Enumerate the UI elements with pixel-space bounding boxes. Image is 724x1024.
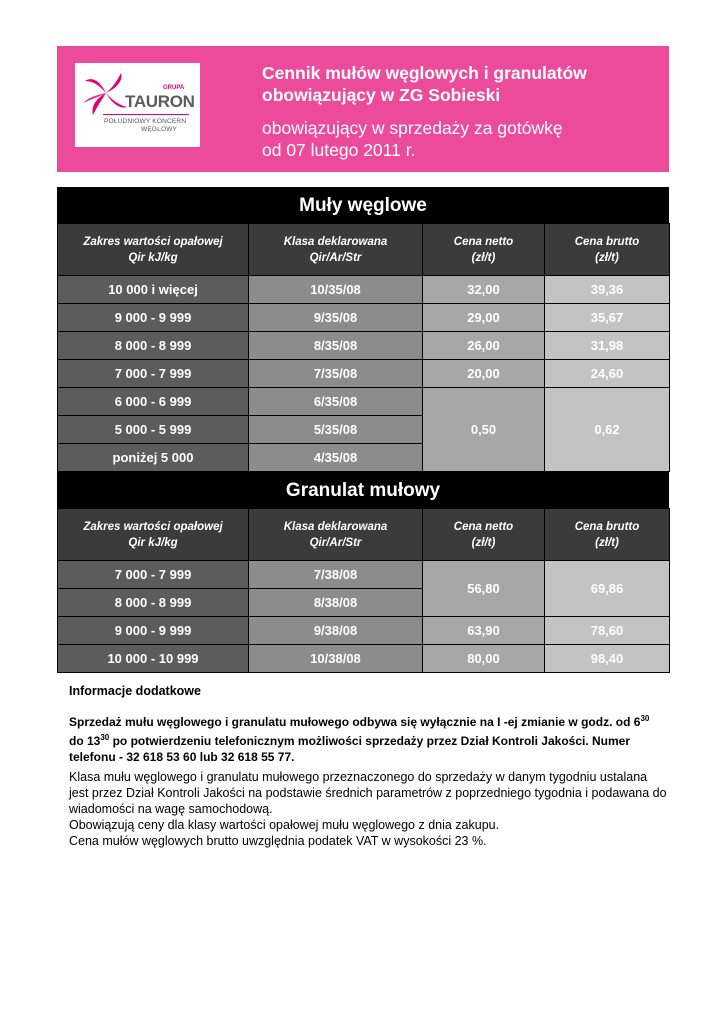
info-paragraph: Obowiązują ceny dla klasy wartości opałowej mułu węglowego z dnia zakupu.	[69, 818, 500, 832]
klasa-cell: 9/35/08	[249, 304, 423, 332]
table-row	[58, 332, 670, 360]
range-cell: 7 000 - 7 999	[58, 360, 249, 388]
range-cell: 5 000 - 5 999	[58, 416, 249, 444]
netto-cell: 29,00	[423, 304, 545, 332]
klasa-cell: 7/35/08	[249, 360, 423, 388]
brutto-cell: 69,86	[545, 561, 670, 617]
granulat-header-row	[58, 509, 670, 561]
table-row	[58, 276, 670, 304]
page-title-line1: Cennik mułów węglowych i granulatów	[262, 63, 587, 83]
netto-cell: 20,00	[423, 360, 545, 388]
col-header-klasa: Klasa deklarowana Qir/Ar/Str	[249, 224, 423, 276]
tauron-star-icon	[81, 69, 131, 119]
page-subtitle-line1: obowiązujący w sprzedaży za gotówkę	[262, 118, 563, 138]
page-subtitle	[262, 117, 662, 161]
brutto-cell: 0,62	[545, 388, 670, 472]
klasa-cell: 6/35/08	[249, 388, 423, 416]
netto-cell: 0,50	[423, 388, 545, 472]
brutto-cell: 98,40	[545, 645, 670, 673]
info-paragraph: Cena mułów węglowych brutto uwzględnia podatek VAT w wysokości 23 %.	[69, 834, 487, 848]
range-cell: poniżej 5 000	[58, 444, 249, 472]
table-row	[58, 388, 670, 416]
muly-title: Muły węglowe	[57, 187, 669, 223]
table-row	[58, 617, 670, 645]
klasa-cell: 9/38/08	[249, 617, 423, 645]
brutto-cell: 78,60	[545, 617, 670, 645]
col-header-netto: Cena netto (zł/t)	[423, 509, 545, 561]
logo-subtitle-line1: POŁUDNIOWY KONCERN	[104, 118, 187, 125]
muly-header-row	[58, 224, 670, 276]
logo-grupa-text: GRUPA	[163, 85, 185, 91]
netto-cell: 56,80	[423, 561, 545, 617]
table-row	[58, 360, 670, 388]
range-cell: 10 000 i więcej	[58, 276, 249, 304]
granulat-table	[57, 508, 670, 673]
page-title-line2: obowiązujący w ZG Sobieski	[262, 85, 501, 105]
klasa-cell: 5/35/08	[249, 416, 423, 444]
netto-cell: 80,00	[423, 645, 545, 673]
info-sales-hours: Sprzedaż mułu węglowego i granulatu mułowego odbywa się wyłącznie na I -ej zmianie w godz. od $6^{30}$ do $13^{30}$ po potwierdzeniu telefonicznym możliwości sprzedaży przez Dział Kontroli Jakości. Numer telefonu - 32 618 53 60 lub 32 618 55 77.	[69, 714, 650, 764]
brutto-cell: 31,98	[545, 332, 670, 360]
klasa-cell: 8/38/08	[249, 589, 423, 617]
tauron-logo	[75, 63, 200, 147]
brutto-cell: 35,67	[545, 304, 670, 332]
brutto-cell: 24,60	[545, 360, 670, 388]
netto-cell: 26,00	[423, 332, 545, 360]
col-header-netto: Cena netto (zł/t)	[423, 224, 545, 276]
brutto-cell: 39,36	[545, 276, 670, 304]
range-cell: 7 000 - 7 999	[58, 561, 249, 589]
logo-subtitle-line2: WĘGLOWY	[141, 126, 178, 133]
range-cell: 9 000 - 9 999	[58, 617, 249, 645]
page-title	[262, 62, 662, 106]
range-cell: 10 000 - 10 999	[58, 645, 249, 673]
col-header-klasa: Klasa deklarowana Qir/Ar/Str	[249, 509, 423, 561]
table-row	[58, 304, 670, 332]
range-cell: 8 000 - 8 999	[58, 332, 249, 360]
additional-info	[69, 683, 669, 849]
klasa-cell: 10/38/08	[249, 645, 423, 673]
table-row	[58, 561, 670, 589]
muly-section	[57, 187, 669, 472]
klasa-cell: 7/38/08	[249, 561, 423, 589]
granulat-title: Granulat mułowy	[57, 472, 669, 508]
table-row	[58, 645, 670, 673]
range-cell: 9 000 - 9 999	[58, 304, 249, 332]
logo-name: TAURON	[125, 92, 195, 111]
netto-cell: 32,00	[423, 276, 545, 304]
range-cell: 8 000 - 8 999	[58, 589, 249, 617]
info-paragraph: Klasa mułu węglowego i granulatu mułowego przeznaczonego do sprzedaży w danym tygodniu ustalana jest przez Dział Kontroli Jakości na podstawie średnich parametrów z poprzedniego tygodnia i podawana do wiadomości na wagę samochodową.	[69, 770, 667, 816]
range-cell: 6 000 - 6 999	[58, 388, 249, 416]
logo-divider	[103, 114, 189, 115]
col-header-range: Zakres wartości opałowej Qir kJ/kg	[58, 509, 249, 561]
col-header-brutto: Cena brutto (zł/t)	[545, 224, 670, 276]
granulat-section	[57, 472, 669, 673]
col-header-range: Zakres wartości opałowej Qir kJ/kg	[58, 224, 249, 276]
klasa-cell: 10/35/08	[249, 276, 423, 304]
header-banner	[57, 46, 669, 172]
col-header-brutto: Cena brutto (zł/t)	[545, 509, 670, 561]
info-title: Informacje dodatkowe	[69, 684, 201, 698]
klasa-cell: 8/35/08	[249, 332, 423, 360]
muly-table	[57, 223, 670, 472]
page-subtitle-line2: od 07 lutego 2011 r.	[262, 140, 416, 160]
klasa-cell: 4/35/08	[249, 444, 423, 472]
netto-cell: 63,90	[423, 617, 545, 645]
